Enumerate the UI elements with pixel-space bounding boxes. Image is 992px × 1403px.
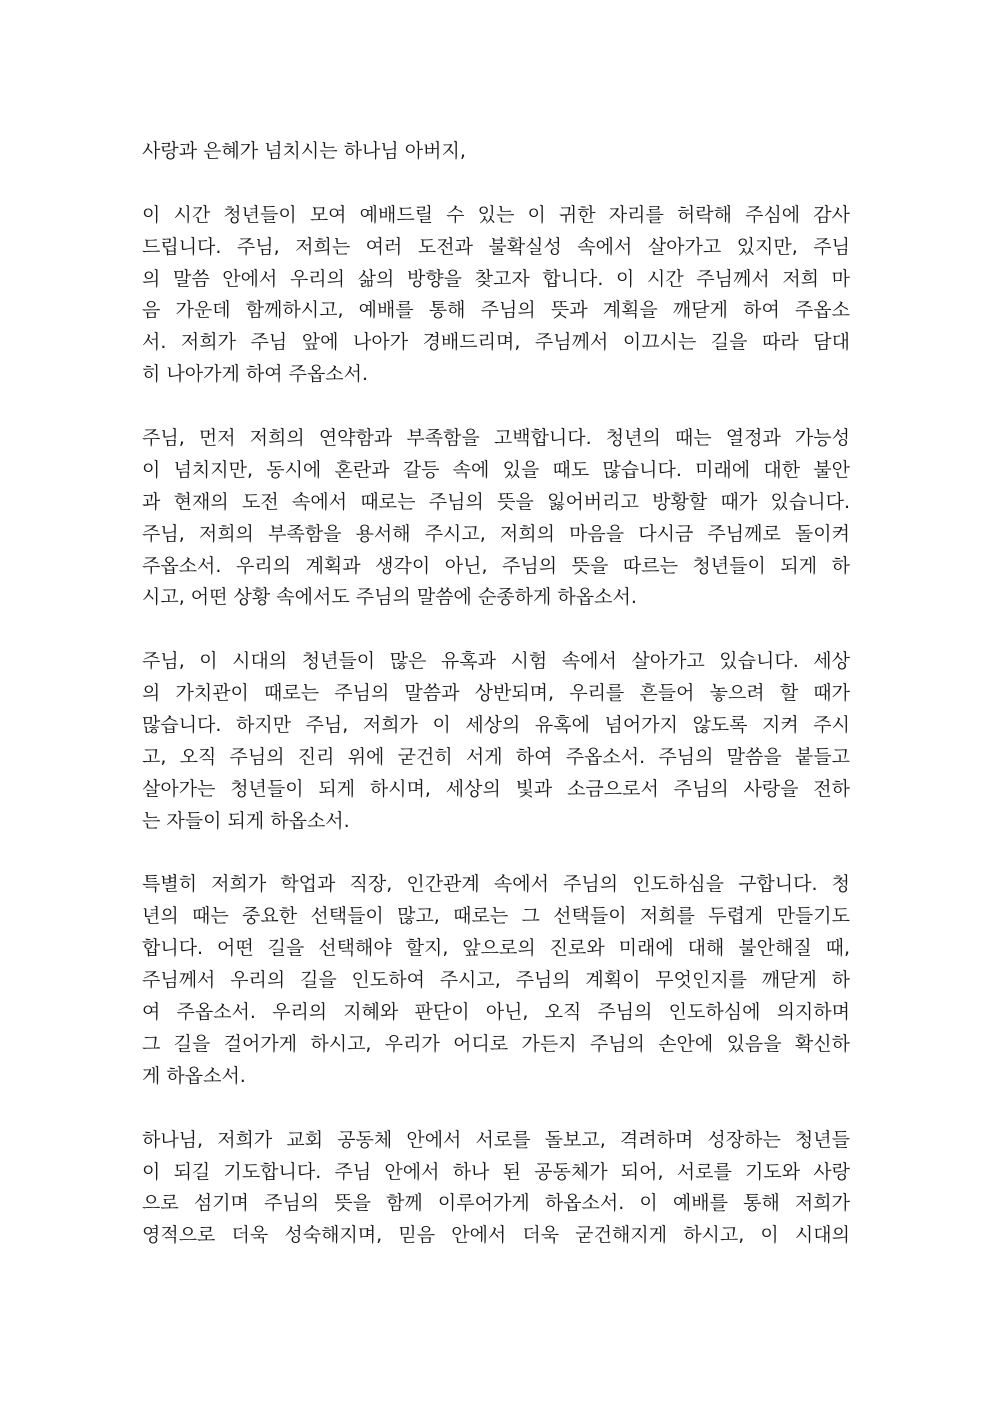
text-line: 으로 섬기며 주님의 뜻을 함께 이루어가게 하옵소서. 이 예배를 통해 저희가 <box>142 1192 850 1215</box>
text-line: 주옵소서. 우리의 계획과 생각이 아닌, 주님의 뜻을 따르는 청년들이 되게 하 <box>142 554 850 577</box>
text-line: 주님, 저희의 부족함을 용서해 주시고, 저희의 마음을 다시금 주님께로 돌이켜 <box>142 522 850 545</box>
text-line: 게 하옵소서. <box>142 1064 246 1087</box>
text-line: 의 가치관이 때로는 주님의 말씀과 상반되며, 우리를 흔들어 놓으려 할 때가 <box>142 682 850 705</box>
text-line: 서. 저희가 주님 앞에 나아가 경배드리며, 주님께서 이끄시는 길을 따라 담대 <box>142 331 850 354</box>
text-line: 주님께서 우리의 길을 인도하여 주시고, 주님의 계획이 무엇인지를 깨닫게 하 <box>142 969 850 992</box>
paragraph-6 <box>142 1125 850 1253</box>
text-line: 하나님, 저희가 교회 공동체 안에서 서로를 돌보고, 격려하며 성장하는 청년들 <box>142 1128 850 1151</box>
text-line: 이 넘치지만, 동시에 혼란과 갈등 속에 있을 때도 많습니다. 미래에 대한 불안 <box>142 458 850 481</box>
text-line: 드립니다. 주님, 저희는 여러 도전과 불확실성 속에서 살아가고 있지만, 주님 <box>142 235 850 258</box>
text-line: 주님, 먼저 저희의 연약함과 부족함을 고백합니다. 청년의 때는 열정과 가능성 <box>142 427 850 450</box>
text-line: 사랑과 은혜가 넘치시는 하나님 아버지, <box>142 140 466 162</box>
text-line: 특별히 저희가 학업과 직장, 인간관계 속에서 주님의 인도하심을 구합니다. 청 <box>142 873 850 896</box>
paragraph-3 <box>142 423 850 614</box>
text-line: 년의 때는 중요한 선택들이 많고, 때로는 그 선택들이 저희를 두렵게 만들기도 <box>142 905 850 928</box>
text-line: 과 현재의 도전 속에서 때로는 주님의 뜻을 잃어버리고 방황할 때가 있습니다. <box>142 490 850 513</box>
paragraph-5 <box>142 869 850 1092</box>
text-line: 이 시간 청년들이 모여 예배드릴 수 있는 이 귀한 자리를 허락해 주심에 감사 <box>142 203 850 226</box>
prayer-text <box>142 136 850 1252</box>
paragraph-4 <box>142 646 850 837</box>
text-line: 합니다. 어떤 길을 선택해야 할지, 앞으로의 진로와 미래에 대해 불안해질 때, <box>142 937 850 960</box>
text-line: 그 길을 걸어가게 하시고, 우리가 어디로 가든지 주님의 손안에 있음을 확신하 <box>142 1032 850 1055</box>
paragraph-2 <box>142 200 850 391</box>
text-line: 시고, 어떤 상황 속에서도 주님의 말씀에 순종하게 하옵소서. <box>142 586 637 609</box>
text-line: 영적으로 더욱 성숙해지며, 믿음 안에서 더욱 굳건해지게 하시고, 이 시대의 <box>142 1224 850 1247</box>
text-line: 히 나아가게 하여 주옵소서. <box>142 363 369 386</box>
text-line: 살아가는 청년들이 되게 하시며, 세상의 빛과 소금으로서 주님의 사랑을 전하 <box>142 777 850 800</box>
text-line: 이 되길 기도합니다. 주님 안에서 하나 된 공동체가 되어, 서로를 기도와 사랑 <box>142 1160 850 1183</box>
text-line: 여 주옵소서. 우리의 지혜와 판단이 아닌, 오직 주님의 인도하심에 의지하며 <box>142 1001 850 1024</box>
text-line: 많습니다. 하지만 주님, 저희가 이 세상의 유혹에 넘어가지 않도록 지켜 주시 <box>142 714 850 737</box>
text-line: 고, 오직 주님의 진리 위에 굳건히 서게 하여 주옵소서. 주님의 말씀을 붙들고 <box>142 745 850 768</box>
text-line: 음 가운데 함께하시고, 예배를 통해 주님의 뜻과 계획을 깨닫게 하여 주옵소 <box>142 299 850 322</box>
text-line: 는 자들이 되게 하옵소서. <box>142 809 350 832</box>
text-line: 의 말씀 안에서 우리의 삶의 방향을 찾고자 합니다. 이 시간 주님께서 저희 마 <box>142 267 850 290</box>
paragraph-1 <box>142 136 850 168</box>
text-line: 주님, 이 시대의 청년들이 많은 유혹과 시험 속에서 살아가고 있습니다. 세상 <box>142 650 850 673</box>
